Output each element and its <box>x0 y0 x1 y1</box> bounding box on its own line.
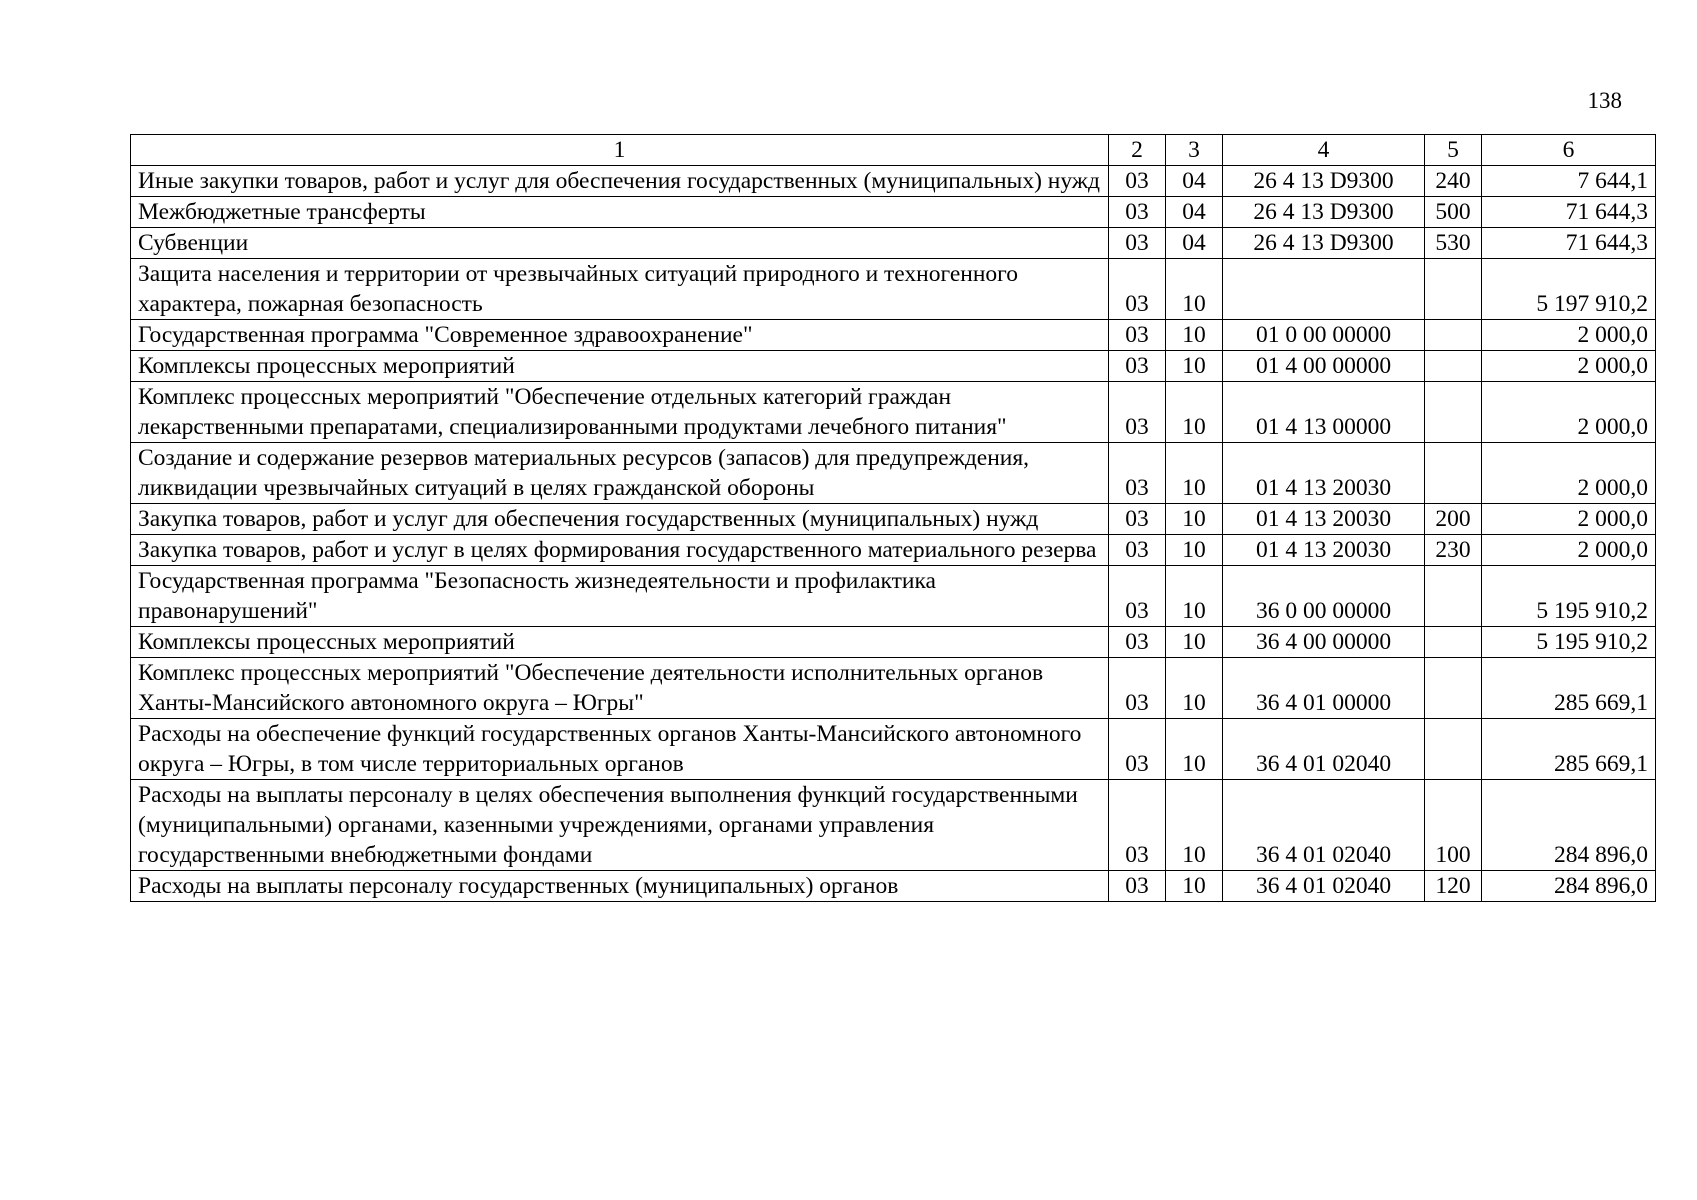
row-section-cell: 03 <box>1109 259 1166 320</box>
row-amount-cell: 71 644,3 <box>1482 197 1656 228</box>
header-col-4: 4 <box>1223 135 1425 166</box>
row-expense-type-cell <box>1425 443 1482 504</box>
row-target-article-cell: 36 4 01 02040 <box>1223 780 1425 871</box>
row-expense-type-cell <box>1425 566 1482 627</box>
row-name-cell: Закупка товаров, работ и услуг в целях формирования государственного материального резерва <box>131 535 1109 566</box>
table-row <box>131 351 1656 382</box>
row-name-cell: Расходы на выплаты персоналу государственных (муниципальных) органов <box>131 871 1109 902</box>
row-name-cell: Иные закупки товаров, работ и услуг для обеспечения государственных (муниципальных) нужд <box>131 166 1109 197</box>
row-name-cell: Комплекс процессных мероприятий "Обеспечение отдельных категорий граждан лекарственными препаратами, специализированными продуктами лечебного питания" <box>131 382 1109 443</box>
row-section-cell: 03 <box>1109 197 1166 228</box>
row-amount-cell: 2 000,0 <box>1482 320 1656 351</box>
row-name-cell: Закупка товаров, работ и услуг для обеспечения государственных (муниципальных) нужд <box>131 504 1109 535</box>
row-subsection-cell: 10 <box>1166 719 1223 780</box>
table-row <box>131 719 1656 780</box>
row-expense-type-cell: 230 <box>1425 535 1482 566</box>
row-subsection-cell: 10 <box>1166 443 1223 504</box>
header-col-3: 3 <box>1166 135 1223 166</box>
page-number: 138 <box>1587 88 1622 113</box>
row-expense-type-cell <box>1425 259 1482 320</box>
row-name-cell: Расходы на обеспечение функций государственных органов Ханты-Мансийского автономного округа – Югры, в том числе территориальных органов <box>131 719 1109 780</box>
row-amount-cell: 285 669,1 <box>1482 658 1656 719</box>
row-amount-cell: 2 000,0 <box>1482 443 1656 504</box>
row-name-cell: Расходы на выплаты персоналу в целях обеспечения выполнения функций государственными (муниципальными) органами, казенными учреждениями, органами управления государственными внебюджетными фондами <box>131 780 1109 871</box>
row-name-cell: Комплекс процессных мероприятий "Обеспечение деятельности исполнительных органов Ханты-Мансийского автономного округа – Югры" <box>131 658 1109 719</box>
row-subsection-cell: 10 <box>1166 566 1223 627</box>
row-target-article-cell: 36 0 00 00000 <box>1223 566 1425 627</box>
row-target-article-cell: 01 4 00 00000 <box>1223 351 1425 382</box>
row-subsection-cell: 10 <box>1166 504 1223 535</box>
row-amount-cell: 5 195 910,2 <box>1482 566 1656 627</box>
row-section-cell: 03 <box>1109 351 1166 382</box>
budget-table-body <box>131 135 1656 902</box>
row-amount-cell: 5 195 910,2 <box>1482 627 1656 658</box>
row-expense-type-cell <box>1425 627 1482 658</box>
row-amount-cell: 2 000,0 <box>1482 504 1656 535</box>
row-name-cell: Защита населения и территории от чрезвычайных ситуаций природного и техногенного характера, пожарная безопасность <box>131 259 1109 320</box>
row-section-cell: 03 <box>1109 719 1166 780</box>
row-expense-type-cell <box>1425 658 1482 719</box>
row-expense-type-cell: 100 <box>1425 780 1482 871</box>
row-amount-cell: 5 197 910,2 <box>1482 259 1656 320</box>
table-row <box>131 566 1656 627</box>
row-expense-type-cell: 530 <box>1425 228 1482 259</box>
row-target-article-cell: 26 4 13 D9300 <box>1223 197 1425 228</box>
row-section-cell: 03 <box>1109 658 1166 719</box>
row-target-article-cell: 36 4 01 00000 <box>1223 658 1425 719</box>
row-amount-cell: 2 000,0 <box>1482 351 1656 382</box>
row-expense-type-cell <box>1425 351 1482 382</box>
row-expense-type-cell <box>1425 382 1482 443</box>
row-target-article-cell: 01 0 00 00000 <box>1223 320 1425 351</box>
row-target-article-cell: 01 4 13 20030 <box>1223 535 1425 566</box>
row-subsection-cell: 10 <box>1166 780 1223 871</box>
table-row <box>131 443 1656 504</box>
row-amount-cell: 71 644,3 <box>1482 228 1656 259</box>
row-expense-type-cell: 120 <box>1425 871 1482 902</box>
table-header-row <box>131 135 1656 166</box>
table-row <box>131 320 1656 351</box>
row-expense-type-cell <box>1425 719 1482 780</box>
row-name-cell: Государственная программа "Современное здравоохранение" <box>131 320 1109 351</box>
table-row <box>131 197 1656 228</box>
row-name-cell: Межбюджетные трансферты <box>131 197 1109 228</box>
row-section-cell: 03 <box>1109 382 1166 443</box>
row-target-article-cell: 36 4 00 00000 <box>1223 627 1425 658</box>
row-amount-cell: 284 896,0 <box>1482 871 1656 902</box>
row-amount-cell: 284 896,0 <box>1482 780 1656 871</box>
row-name-cell: Комплексы процессных мероприятий <box>131 627 1109 658</box>
row-section-cell: 03 <box>1109 627 1166 658</box>
row-amount-cell: 2 000,0 <box>1482 535 1656 566</box>
table-row <box>131 871 1656 902</box>
row-amount-cell: 285 669,1 <box>1482 719 1656 780</box>
row-section-cell: 03 <box>1109 166 1166 197</box>
row-section-cell: 03 <box>1109 871 1166 902</box>
table-row <box>131 658 1656 719</box>
row-target-article-cell: 01 4 13 20030 <box>1223 504 1425 535</box>
row-section-cell: 03 <box>1109 780 1166 871</box>
table-row <box>131 228 1656 259</box>
row-subsection-cell: 04 <box>1166 197 1223 228</box>
table-row <box>131 535 1656 566</box>
row-subsection-cell: 10 <box>1166 658 1223 719</box>
row-target-article-cell: 01 4 13 00000 <box>1223 382 1425 443</box>
row-section-cell: 03 <box>1109 566 1166 627</box>
table-row <box>131 504 1656 535</box>
row-subsection-cell: 04 <box>1166 228 1223 259</box>
table-row <box>131 780 1656 871</box>
row-name-cell: Государственная программа "Безопасность жизнедеятельности и профилактика правонарушений" <box>131 566 1109 627</box>
row-target-article-cell: 26 4 13 D9300 <box>1223 166 1425 197</box>
budget-table <box>130 134 1656 902</box>
row-subsection-cell: 10 <box>1166 382 1223 443</box>
row-expense-type-cell: 500 <box>1425 197 1482 228</box>
row-target-article-cell: 36 4 01 02040 <box>1223 871 1425 902</box>
row-expense-type-cell: 200 <box>1425 504 1482 535</box>
row-subsection-cell: 10 <box>1166 627 1223 658</box>
row-amount-cell: 2 000,0 <box>1482 382 1656 443</box>
row-expense-type-cell <box>1425 320 1482 351</box>
row-target-article-cell <box>1223 259 1425 320</box>
header-col-5: 5 <box>1425 135 1482 166</box>
row-target-article-cell: 26 4 13 D9300 <box>1223 228 1425 259</box>
row-name-cell: Субвенции <box>131 228 1109 259</box>
table-row <box>131 627 1656 658</box>
row-target-article-cell: 36 4 01 02040 <box>1223 719 1425 780</box>
row-subsection-cell: 10 <box>1166 351 1223 382</box>
header-col-1: 1 <box>131 135 1109 166</box>
row-section-cell: 03 <box>1109 443 1166 504</box>
table-row <box>131 382 1656 443</box>
row-subsection-cell: 10 <box>1166 259 1223 320</box>
row-subsection-cell: 10 <box>1166 871 1223 902</box>
row-section-cell: 03 <box>1109 535 1166 566</box>
row-section-cell: 03 <box>1109 320 1166 351</box>
row-subsection-cell: 10 <box>1166 320 1223 351</box>
row-name-cell: Создание и содержание резервов материальных ресурсов (запасов) для предупреждения, ликвидации чрезвычайных ситуаций в целях гражданской обороны <box>131 443 1109 504</box>
row-subsection-cell: 10 <box>1166 535 1223 566</box>
table-row <box>131 166 1656 197</box>
row-name-cell: Комплексы процессных мероприятий <box>131 351 1109 382</box>
row-target-article-cell: 01 4 13 20030 <box>1223 443 1425 504</box>
row-subsection-cell: 04 <box>1166 166 1223 197</box>
row-expense-type-cell: 240 <box>1425 166 1482 197</box>
row-amount-cell: 7 644,1 <box>1482 166 1656 197</box>
row-section-cell: 03 <box>1109 228 1166 259</box>
header-col-6: 6 <box>1482 135 1656 166</box>
row-section-cell: 03 <box>1109 504 1166 535</box>
table-row <box>131 259 1656 320</box>
header-col-2: 2 <box>1109 135 1166 166</box>
